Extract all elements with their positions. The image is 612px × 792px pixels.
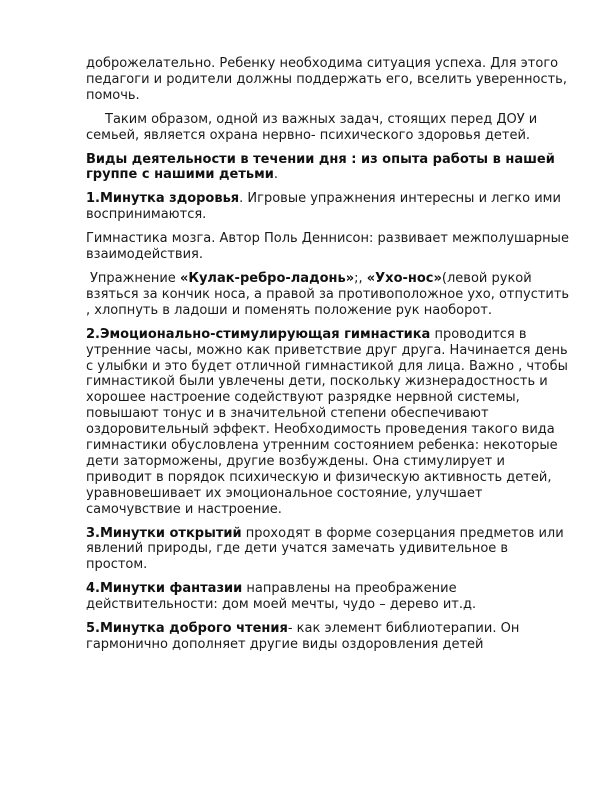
item-1 — [86, 191, 572, 223]
item-5 — [86, 621, 572, 653]
exercise-name-1: «Кулак-ребро-ладонь» — [179, 270, 355, 286]
item-4-title: 4.Минутки фантазии — [86, 581, 243, 597]
item-5-text: - как элемент библиотерапии. Он гармонично дополняет другие виды оздоровления детей — [86, 621, 520, 652]
paragraph-conclusion — [86, 112, 572, 144]
item-4 — [86, 581, 572, 613]
paragraph-intro-text: доброжелательно. Ребенку необходима ситуация успеха. Для этого педагоги и родители должны поддержать его, вселить уверенность, помочь. — [86, 56, 567, 103]
paragraph-brain-gym — [86, 231, 572, 263]
item-1-text: . Игровые упражнения интересны и легко ими воспринимаются. — [86, 191, 561, 223]
item-2 — [86, 327, 572, 518]
document-body — [86, 56, 572, 661]
item-1-title: 1.Минутка здоровья — [86, 191, 240, 207]
item-3 — [86, 526, 572, 574]
section-heading — [86, 152, 572, 184]
item-2-title: 2.Эмоционально-стимулирующая гимнастика — [86, 326, 431, 342]
paragraph-brain-gym-text: Гимнастика мозга. Автор Поль Деннисон: развивает межполушарные взаимодействия. — [86, 231, 569, 263]
section-heading-period: . — [273, 167, 278, 183]
exercise-lead: Упражнение — [90, 270, 180, 286]
exercise-description: (левой рукой взяться за кончик носа, а правой за противоположное ухо, отпустить , хлопнуть в ладоши и поменять положение рук наоборот. — [86, 270, 570, 318]
section-heading-text: Виды деятельности в течении дня : из опыта работы в нашей группе с нашими детьми — [86, 151, 555, 183]
exercise-separator: ;, — [354, 270, 367, 286]
item-2-text: проводится в утренние часы, можно как приветствие друг друга. Начинается день с улыбки и это будет отличной гимнастикой для лица. Важно , чтобы гимнастикой были увлечены дети, поскольку жизнерадостность и хорошее настроение содействуют разрядке нервной системы, повышают тонус и в значительной степени обеспечивают оздоровительный эффект. Необходимость проведения такого вида гимнастики обусловлена утренним состоянием ребенка: некоторые дети заторможены, другие возбуждены. Она стимулирует и приводит в порядок психическую и физическую активность детей, уравновешивает их эмоциональное состояние, улучшает самочувствие и настроение. — [86, 326, 568, 517]
paragraph-conclusion-text: Таким образом, одной из важных задач, стоящих перед ДОУ и семьей, является охрана нервно- психического здоровья детей. — [86, 111, 538, 143]
exercise-name-2: «Ухо-нос» — [366, 270, 442, 286]
paragraph-intro — [86, 56, 572, 104]
paragraph-exercise — [86, 271, 572, 319]
item-4-text: направлены на преображение действительности: дом моей мечты, чудо – дерево ит.д. — [86, 581, 477, 613]
item-3-title: 3.Минутки открытий — [86, 525, 242, 541]
item-5-title: 5.Минутка доброго чтения — [86, 621, 288, 637]
item-3-text: проходят в форме созерцания предметов или явлений природы, где дети учатся замечать удивительное в простом. — [86, 525, 564, 573]
